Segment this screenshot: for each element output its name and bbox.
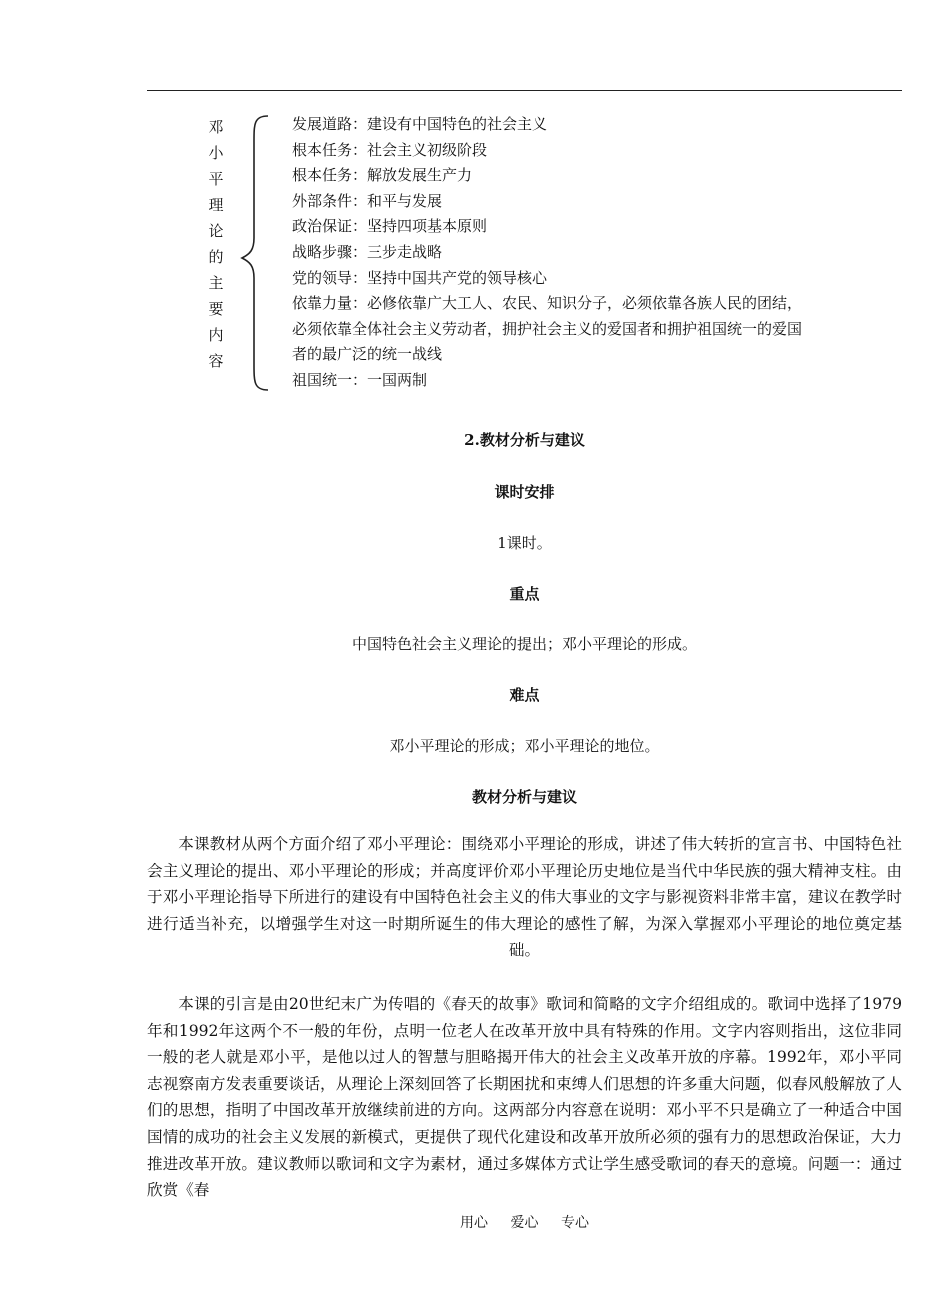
key-point-text: 中国特色社会主义理论的提出；邓小平理论的形成。 [351,635,697,653]
curly-brace-icon [236,112,276,394]
outline-item: 者的最广泛的统一战线 [292,345,443,364]
outline-item: 党的领导：坚持中国共产党的领导核心 [292,268,548,287]
analysis-heading: 教材分析与建议 [471,788,577,806]
analysis-paragraph-2: 本课的引言是由20世纪末广为传唱的《春天的故事》歌词和简略的文字介绍组成的。歌词中选择了1979年和1992年这两个不一般的年份，点明一位老人在改革开放中具有特殊的作用。文字内容则指出，这位非同一般的老人就是邓小平，是他以过人的智慧与胆略揭开伟大的社会主义改革开放的序幕。1992年，邓小平同志视察南方发表重要谈话，从理论上深刻回答了长期困扰和束缚人们思想的许多重大问题，似春风般解放了人们的思想，指明了中国改革开放继续前进的方向。这两部分内容意在说明：邓小平不只是确立了一种适合中国国情的成功的社会主义发展的新模式，更提供了现代化建设和改革开放所必须的强有力的思想政治保证，大力推进改革开放。建议教师以歌词和文字为素材，通过多媒体方式让学生感受歌词的春天的意境。问题一：通过欣赏《春 [147,995,902,1200]
outline-item: 战略步骤：三步走战略 [292,242,443,261]
analysis-paragraph-1: 本课教材从两个方面介绍了邓小平理论：围绕邓小平理论的形成，讲述了伟大转折的宣言书、中国特色社会主义理论的提出、邓小平理论的形成；并高度评价邓小平理论历史地位是当代中华民族的强大精神支柱。由于邓小平理论指导下所进行的建设有中国特色社会主义的伟大事业的文字与影视资料非常丰富，建议在教学时进行适当补充，以增强学生对这一时期所诞生的伟大理论的感性了解，为深入掌握邓小平理论的地位奠定基础。 [147,835,902,960]
section-heading: 2.教材分析与建议 [464,431,585,449]
outline-item: 政治保证：坚持四项基本原则 [292,217,488,236]
outline-item: 根本任务：解放发展生产力 [292,166,473,185]
schedule-text: 1课时。 [497,534,552,552]
header-rule [147,90,902,91]
outline-item: 外部条件：和平与发展 [292,191,443,210]
page-footer: 用心 爱心 专心 [460,1215,589,1231]
difficulty-heading: 难点 [509,686,540,704]
outline-item: 根本任务：社会主义初级阶段 [292,140,488,159]
outline-items [292,112,902,394]
outline-item: 发展道路：建设有中国特色的社会主义 [292,115,548,133]
difficulty-text: 邓小平理论的形成；邓小平理论的地位。 [389,737,660,755]
key-point-heading: 重点 [509,585,540,603]
outline-vertical-title: 邓 小 平 理 论 的 主 要 内 容 [208,118,224,370]
outline-item: 必须依靠全体社会主义劳动者，拥护社会主义的爱国者和拥护祖国统一的爱国 [292,319,803,338]
outline-item: 祖国统一：一国两制 [292,370,428,389]
outline-item: 依靠力量：必修依靠广大工人、农民、知识分子，必须依靠各族人民的团结， [292,294,803,313]
schedule-heading: 课时安排 [494,483,555,501]
